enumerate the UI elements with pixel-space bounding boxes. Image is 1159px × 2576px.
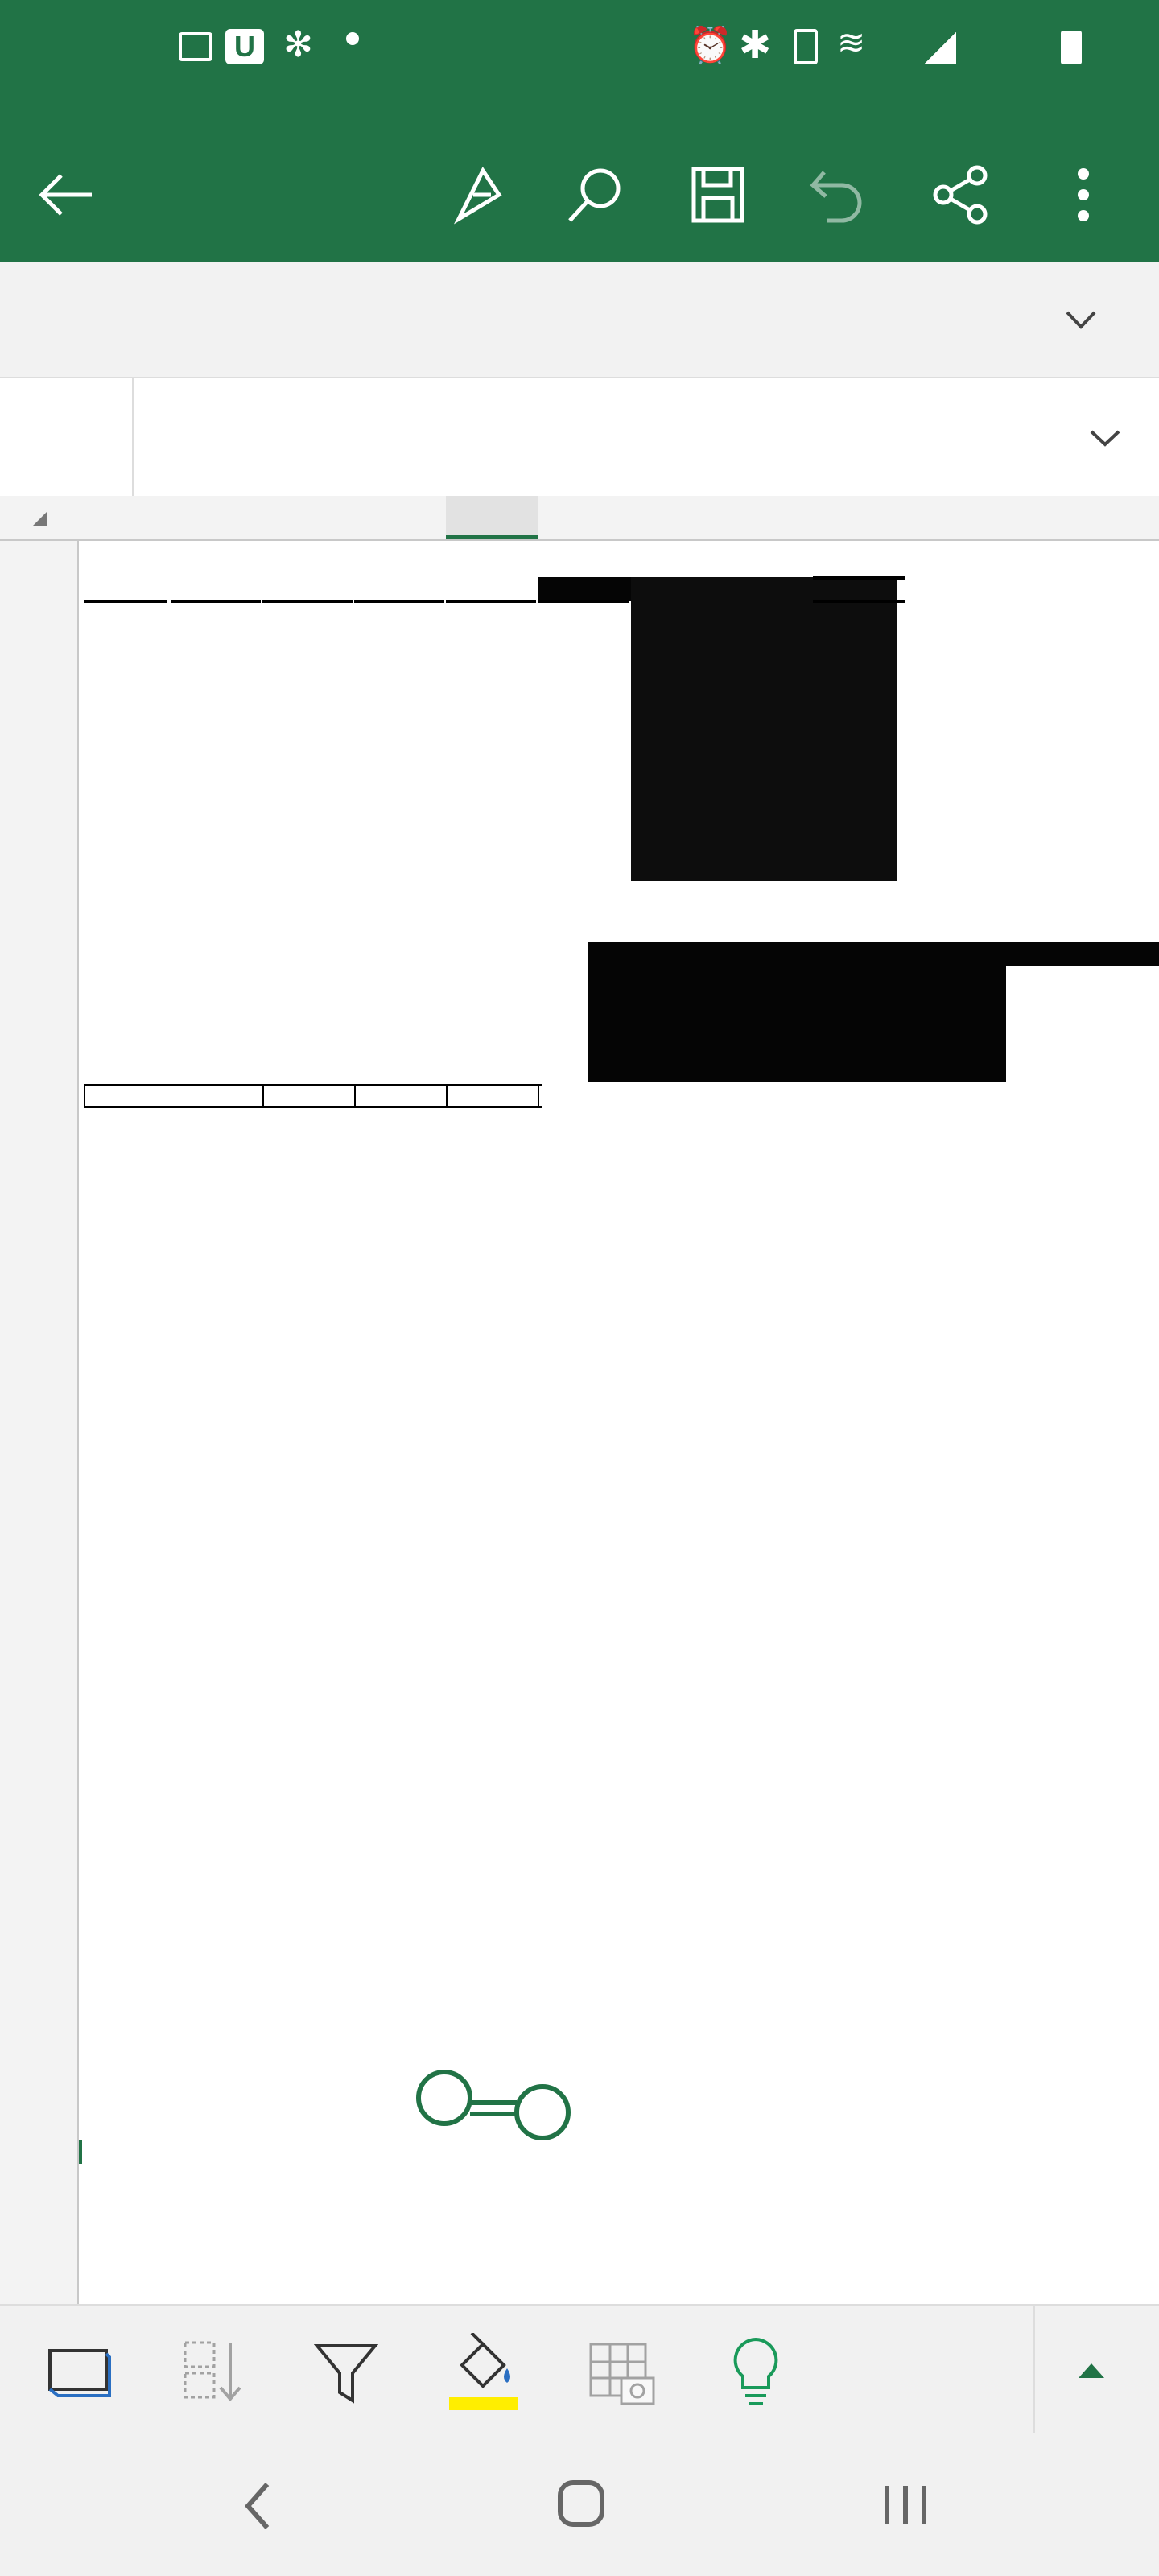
search-button[interactable] <box>563 164 625 225</box>
correlation-table-border <box>354 1084 356 1108</box>
chevron-down-icon[interactable] <box>1064 308 1098 332</box>
sort-icon <box>182 2339 246 2404</box>
cell-d3[interactable] <box>354 600 444 603</box>
darkened-region <box>538 577 631 601</box>
battery-saver-icon <box>794 29 818 64</box>
column-header-l[interactable] <box>1088 496 1159 539</box>
column-headers <box>0 496 1159 541</box>
cell-e3[interactable] <box>446 600 536 603</box>
sheets-button[interactable] <box>47 2343 111 2399</box>
back-button[interactable] <box>35 169 97 221</box>
paint-bucket-icon <box>448 2333 520 2410</box>
active-cell[interactable] <box>79 2140 82 2164</box>
search-icon <box>563 164 625 225</box>
column-header-g[interactable] <box>629 496 721 539</box>
column-header-j[interactable] <box>905 496 996 539</box>
gallery-icon <box>179 32 212 61</box>
alarm-icon: ⏰ <box>688 26 732 65</box>
read-only-banner[interactable] <box>0 262 1159 378</box>
lightbulb-icon <box>728 2336 784 2409</box>
filter-button[interactable] <box>314 2341 378 2405</box>
bluetooth-icon: ✱ <box>739 24 772 67</box>
column-header-d[interactable] <box>354 496 446 539</box>
cell-f3[interactable] <box>538 600 629 603</box>
selection-handles-icon[interactable] <box>415 2067 576 2148</box>
status-bar <box>0 0 1159 97</box>
ideas-button[interactable] <box>728 2336 784 2409</box>
formula-input[interactable] <box>145 411 1030 467</box>
cell-c3[interactable] <box>262 600 353 603</box>
android-nav-bar <box>0 2433 1159 2576</box>
insert-picture-button[interactable] <box>588 2341 655 2405</box>
darkened-region <box>631 577 897 881</box>
row-headers <box>0 541 79 2304</box>
correlation-table-border <box>538 1084 539 1108</box>
formula-bar <box>0 378 1159 499</box>
caret-up-icon <box>1075 2359 1107 2383</box>
nav-home-button[interactable] <box>555 2478 607 2529</box>
column-header-e[interactable] <box>446 496 538 539</box>
column-header-c[interactable] <box>262 496 354 539</box>
darkened-region <box>588 942 1159 966</box>
nav-recents-button[interactable] <box>877 2481 934 2529</box>
pen-icon <box>451 163 507 227</box>
cell-b3[interactable] <box>171 600 261 603</box>
sort-button[interactable] <box>182 2339 246 2404</box>
column-header-b[interactable] <box>171 496 262 539</box>
correlation-table-border <box>84 1084 542 1086</box>
nav-back-icon <box>233 2478 282 2534</box>
signal-icon <box>924 32 956 64</box>
battery-icon <box>1061 31 1082 64</box>
nav-back-button[interactable] <box>233 2478 282 2534</box>
correlation-table-border <box>84 1106 542 1108</box>
column-header-k[interactable] <box>996 496 1088 539</box>
column-header-f[interactable] <box>538 496 629 539</box>
more-options-button[interactable] <box>1067 164 1099 229</box>
share-icon <box>932 164 990 225</box>
pinwheel-icon: ✻ <box>283 25 313 64</box>
select-all-corner[interactable] <box>0 496 79 539</box>
expand-formula-icon[interactable] <box>1088 427 1122 449</box>
undo-button[interactable] <box>808 164 866 225</box>
correlation-table-border <box>262 1084 264 1108</box>
correlation-table-border <box>84 1084 85 1108</box>
column-header-i[interactable] <box>813 496 905 539</box>
cell-i2[interactable] <box>813 576 905 580</box>
cell-i3[interactable] <box>813 600 905 603</box>
dot-icon <box>346 32 359 45</box>
save-icon <box>689 164 747 225</box>
expand-ribbon-button[interactable] <box>1075 2359 1107 2383</box>
app-u-icon: U <box>225 29 264 64</box>
fill-color-button[interactable] <box>448 2333 520 2410</box>
darkened-region <box>588 966 1006 1082</box>
more-vertical-icon <box>1067 164 1099 229</box>
correlation-table-border <box>446 1084 448 1108</box>
column-header-a[interactable] <box>79 496 171 539</box>
spreadsheet-grid[interactable] <box>79 541 1159 2304</box>
cell-a3[interactable] <box>84 600 167 603</box>
sheets-icon <box>47 2343 111 2399</box>
undo-icon <box>808 164 866 225</box>
nav-home-icon <box>555 2478 607 2529</box>
save-button[interactable] <box>689 164 747 225</box>
column-header-h[interactable] <box>721 496 813 539</box>
bottom-toolbar <box>0 2304 1159 2433</box>
nav-recents-icon <box>877 2481 934 2529</box>
table-camera-icon <box>588 2341 655 2405</box>
app-bar <box>0 97 1159 262</box>
edit-button[interactable] <box>451 163 507 227</box>
wifi-icon: ≋ <box>837 23 866 61</box>
back-arrow-icon <box>35 169 97 221</box>
share-button[interactable] <box>932 164 990 225</box>
filter-icon <box>314 2341 378 2405</box>
select-all-icon <box>32 512 47 526</box>
